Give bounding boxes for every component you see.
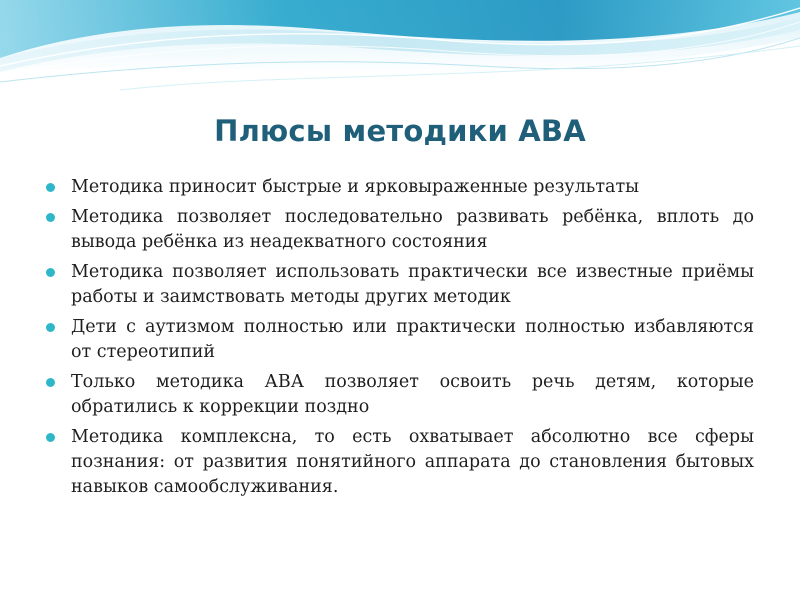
bullet-dot-icon	[46, 183, 55, 192]
bullet-dot-icon	[46, 323, 55, 332]
slide-title: Плюсы методики АВА	[214, 114, 586, 148]
list-item-text: Методика комплексна, то есть охватывает абсолютно все сферы познания: от развития понятийного аппарата до становления бытовых навыков самообслуживания.	[71, 427, 754, 497]
list-item-text: Только методика АВА позволяет освоить речь детям, которые обратились к коррекции поздно	[71, 372, 754, 417]
list-item	[44, 315, 754, 365]
list-item	[44, 175, 754, 200]
list-item	[44, 370, 754, 420]
bullet-dot-icon	[46, 378, 55, 387]
bullet-list	[44, 175, 754, 505]
bullet-dot-icon	[46, 268, 55, 277]
list-item-text: Дети с аутизмом полностью или практически полностью избавляются от стереотипий	[71, 317, 754, 362]
list-item	[44, 205, 754, 255]
bullet-dot-icon	[46, 213, 55, 222]
wave-header-decoration	[0, 0, 800, 110]
list-item-text: Методика позволяет последовательно развивать ребёнка, вплоть до вывода ребёнка из неадекватного состояния	[71, 207, 754, 252]
list-item	[44, 425, 754, 500]
bullet-dot-icon	[46, 433, 55, 442]
list-item-text: Методика приносит быстрые и ярковыраженные результаты	[71, 177, 640, 197]
list-item	[44, 260, 754, 310]
list-item-text: Методика позволяет использовать практически все известные приёмы работы и заимствовать методы других методик	[71, 262, 754, 307]
